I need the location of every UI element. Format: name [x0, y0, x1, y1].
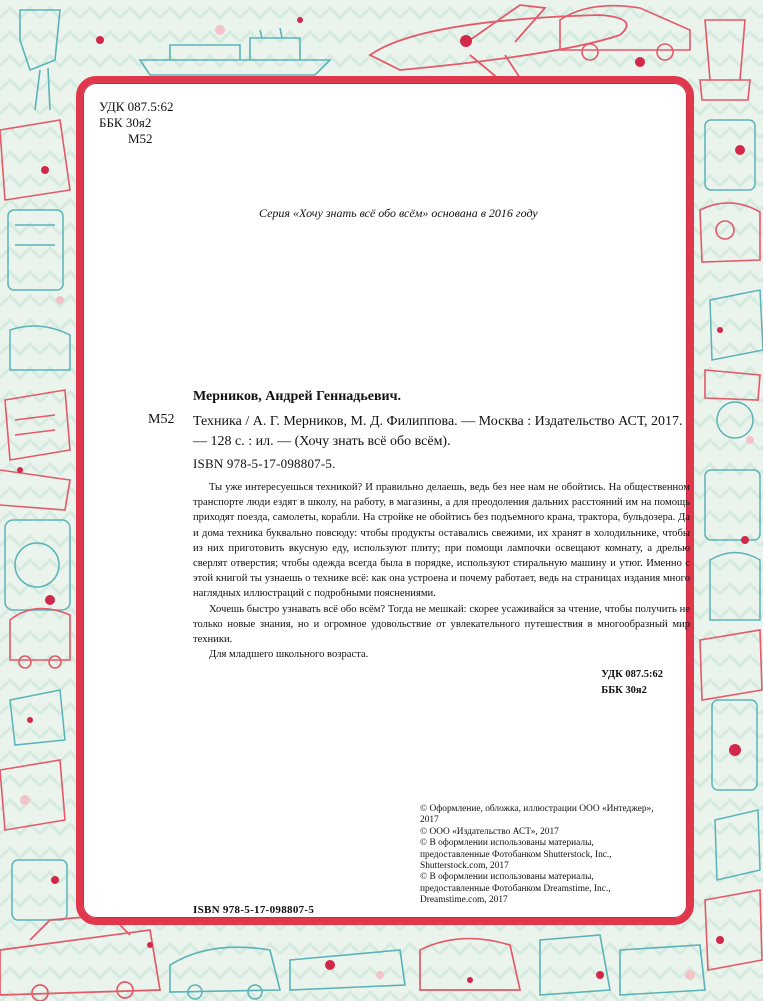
bibliographic-description: Техника / А. Г. Мерников, М. Д. Филиппова. — Москва : Издательство АСТ, 2017. — 128 с. : ил. — (Хочу знать всё обо всём).: [193, 414, 683, 449]
isbn-footer: ISBN 978-5-17-098807-5: [193, 904, 315, 916]
bbk-code: ББК 30я2: [601, 685, 647, 696]
author-name: Мерников, Андрей Геннадьевич.: [193, 389, 401, 404]
imprint-page: [76, 76, 694, 925]
author-mark: М52: [128, 131, 153, 146]
udk-code: УДК 087.5:62: [99, 99, 174, 114]
annotation-paragraph: Ты уже интересуешься техникой? И правильно делаешь, ведь без нее нам не обойтись. На общественном транспорте люди ездят в школу, на работу, в магазины, а для преодоления дальних расстояний им на помощь приходят поезда, самолеты, корабли. На стройке не обойтись без подъемного крана, трактора, бульдозера. Да и дома техника буквально повсюду: чтобы продукты оставались свежими, их хранят в холодильнике, чтобы из них приготовить вкусную еду, используют плиту; при помощи лампочки освещают комнату, а дрелью сверлят отверстия; чтобы одежда всегда была в порядке, используют стиральную машину и утюг. Именно с этой книгой ты узнаешь о технике всё: как она устроена и почему работает, ведь на страницах издания много наглядных иллюстраций с подробными пояснениями.: [193, 482, 690, 600]
udk-code: УДК 087.5:62: [601, 669, 663, 680]
bbk-code: ББК 30я2: [99, 115, 152, 130]
copyright-line: © В оформлении использованы материалы, предоставленные Фотобанком Dreamstime, Inc., Dreamstime.com, 2017: [420, 872, 611, 906]
annotation-text: [193, 480, 690, 662]
annotation-paragraph: Хочешь быстро узнавать всё обо всём? Тогда не мешкай: скорее усаживайся за чтение, чтобы получить не только новые знания, но и огромное удовольствие от увлекательного путешествия в многообразный мир техники.: [193, 603, 690, 646]
copyright-block: [420, 804, 660, 907]
isbn-line: ISBN 978-5-17-098807-5.: [193, 456, 336, 471]
audience-note: Для младшего школьного возраста.: [209, 649, 369, 661]
udk-bbk-footer: [601, 667, 663, 699]
copyright-line: © ООО «Издательство АСТ», 2017: [420, 826, 559, 837]
copyright-line: © Оформление, обложка, иллюстрации ООО «Интеджер», 2017: [420, 804, 654, 826]
copyright-line: © В оформлении использованы материалы, предоставленные Фотобанком Shutterstock, Inc., Shutterstock.com, 2017: [420, 838, 612, 872]
catalog-code: М52: [148, 412, 175, 427]
series-note: Серия «Хочу знать всё обо всём» основана в 2016 году: [259, 206, 538, 220]
udk-bbk-header: [99, 99, 174, 147]
